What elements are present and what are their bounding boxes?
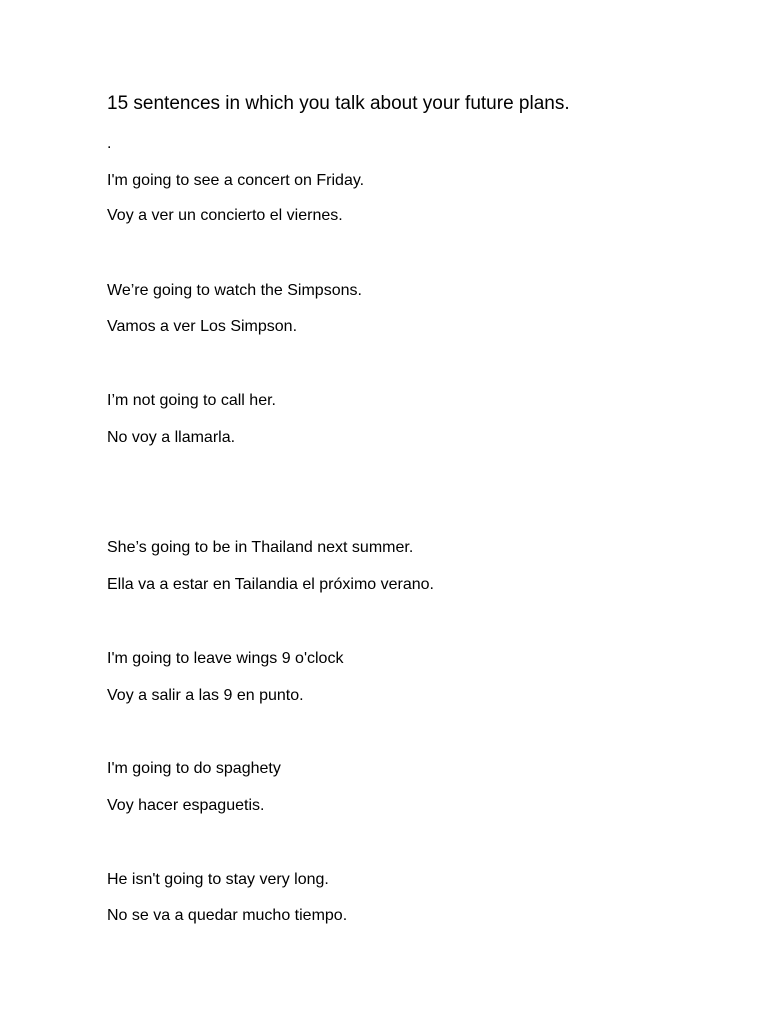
sentence-1-spanish: Voy a ver un concierto el viernes.: [107, 207, 343, 224]
sentence-1-english: I'm going to see a concert on Friday.: [107, 172, 365, 189]
sentence-3-english: I’m not going to call her.: [107, 392, 276, 409]
sentence-7-spanish: No se va a quedar mucho tiempo.: [107, 907, 348, 924]
sentence-2-english: We’re going to watch the Simpsons.: [107, 282, 362, 299]
sentence-4-spanish: Ella va a estar en Tailandia el próximo verano.: [107, 576, 434, 593]
sentence-6-english: I'm going to do spaghety: [107, 760, 281, 777]
sentence-3-spanish: No voy a llamarla.: [107, 429, 236, 446]
sentence-5-english: I'm going to leave wings 9 o'clock: [107, 650, 344, 667]
page-title: 15 sentences in which you talk about your future plans.: [107, 93, 570, 114]
sentence-5-spanish: Voy a salir a las 9 en punto.: [107, 687, 304, 704]
sentence-2-spanish: Vamos a ver Los Simpson.: [107, 318, 298, 335]
sentence-6-spanish: Voy hacer espaguetis.: [107, 797, 265, 814]
separator-dot: .: [107, 135, 112, 152]
sentence-4-english: She’s going to be in Thailand next summer.: [107, 539, 414, 556]
sentence-7-english: He isn't going to stay very long.: [107, 871, 329, 888]
